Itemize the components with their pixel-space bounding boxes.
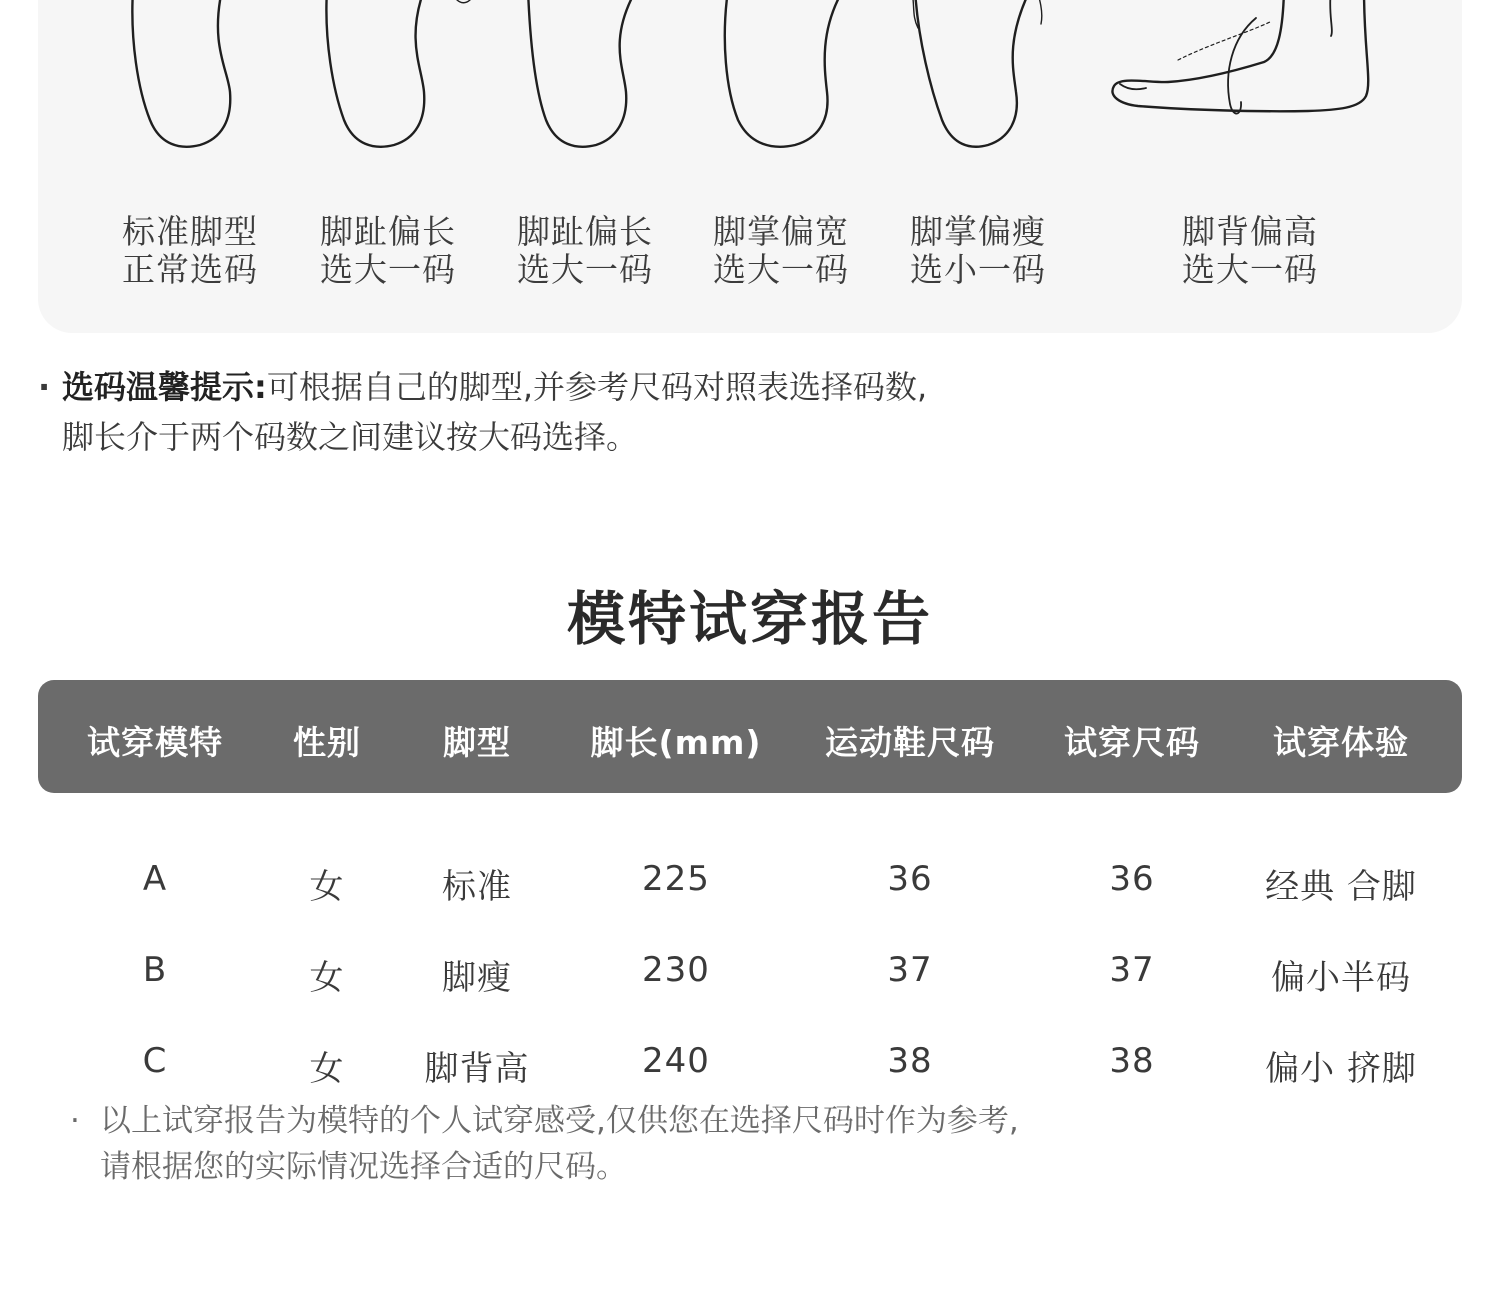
cell-foot-length: 225	[642, 859, 710, 899]
foot-type-caption	[888, 213, 1068, 289]
fit-report-table-body	[0, 793, 1500, 1093]
cell-tried-size: 38	[1109, 1041, 1155, 1081]
header-experience: 试穿体验	[1273, 723, 1409, 762]
table-row	[0, 996, 1500, 1087]
cell-model: C	[142, 1041, 168, 1081]
foot-type-name: 标准脚型	[122, 212, 258, 251]
foot-type-caption	[1160, 213, 1340, 289]
section-title: 模特试穿报告	[566, 585, 933, 653]
foot-type-name: 脚趾偏长	[517, 212, 653, 251]
foot-type-caption	[100, 213, 280, 289]
size-selection-tip	[38, 362, 1138, 462]
cell-experience: 偏小半码	[1271, 958, 1411, 998]
foot-type-advice: 选小一码	[910, 250, 1046, 289]
foot-type-name: 脚背偏高	[1182, 212, 1318, 251]
foot-type-caption	[691, 213, 871, 289]
cell-tried-size: 36	[1109, 859, 1155, 899]
footnote-line-1	[70, 1098, 1220, 1144]
header-foot-type: 脚型	[443, 723, 511, 762]
tip-label: 选码温馨提示:	[62, 368, 267, 406]
cell-foot-length: 230	[642, 950, 710, 990]
tip-line-2: 脚长介于两个码数之间建议按大码选择。	[62, 418, 639, 456]
cell-sneaker-size: 37	[887, 950, 933, 990]
cell-tried-size: 37	[1109, 950, 1155, 990]
fit-report-disclaimer	[70, 1098, 1220, 1190]
foot-type-advice: 选大一码	[517, 250, 653, 289]
cell-gender: 女	[309, 1049, 345, 1089]
foot-type-name: 脚掌偏宽	[713, 212, 849, 251]
tip-line-1	[38, 362, 1138, 412]
cell-model: A	[142, 859, 168, 899]
table-row	[0, 905, 1500, 996]
cell-gender: 女	[309, 958, 345, 998]
foot-type-captions	[38, 0, 1462, 333]
cell-foot-type: 脚背高	[424, 1049, 530, 1089]
header-gender: 性别	[293, 723, 361, 762]
bullet-dot: ·	[38, 368, 51, 406]
cell-sneaker-size: 36	[887, 859, 933, 899]
foot-type-advice: 选大一码	[713, 250, 849, 289]
fit-report-table-header	[38, 680, 1462, 793]
foot-type-guide-panel	[38, 0, 1462, 333]
cell-foot-type: 脚瘦	[442, 958, 512, 998]
foot-type-advice: 选大一码	[320, 250, 456, 289]
cell-foot-length: 240	[642, 1041, 710, 1081]
bullet-dot: ·	[70, 1103, 80, 1139]
cell-experience: 经典 合脚	[1265, 867, 1417, 907]
footnote-line-2: 请根据您的实际情况选择合适的尺码。	[100, 1149, 627, 1185]
cell-model: B	[142, 950, 168, 990]
foot-type-advice: 选大一码	[1182, 250, 1318, 289]
footnote-text: 以上试穿报告为模特的个人试穿感受,仅供您在选择尺码时作为参考,	[100, 1103, 1019, 1139]
cell-gender: 女	[309, 867, 345, 907]
header-foot-length: 脚长(mm)	[590, 723, 762, 762]
cell-sneaker-size: 38	[887, 1041, 933, 1081]
header-sneaker-size: 运动鞋尺码	[825, 723, 995, 762]
foot-type-name: 脚趾偏长	[320, 212, 456, 251]
foot-type-caption	[298, 213, 478, 289]
cell-foot-type: 标准	[442, 867, 512, 907]
foot-type-caption	[495, 213, 675, 289]
cell-experience: 偏小 挤脚	[1265, 1049, 1417, 1089]
header-tried-size: 试穿尺码	[1064, 723, 1200, 762]
foot-type-name: 脚掌偏瘦	[910, 212, 1046, 251]
foot-type-advice: 正常选码	[122, 250, 258, 289]
header-model: 试穿模特	[87, 723, 223, 762]
table-row	[0, 814, 1500, 905]
tip-text: 可根据自己的脚型,并参考尺码对照表选择码数,	[266, 368, 928, 406]
